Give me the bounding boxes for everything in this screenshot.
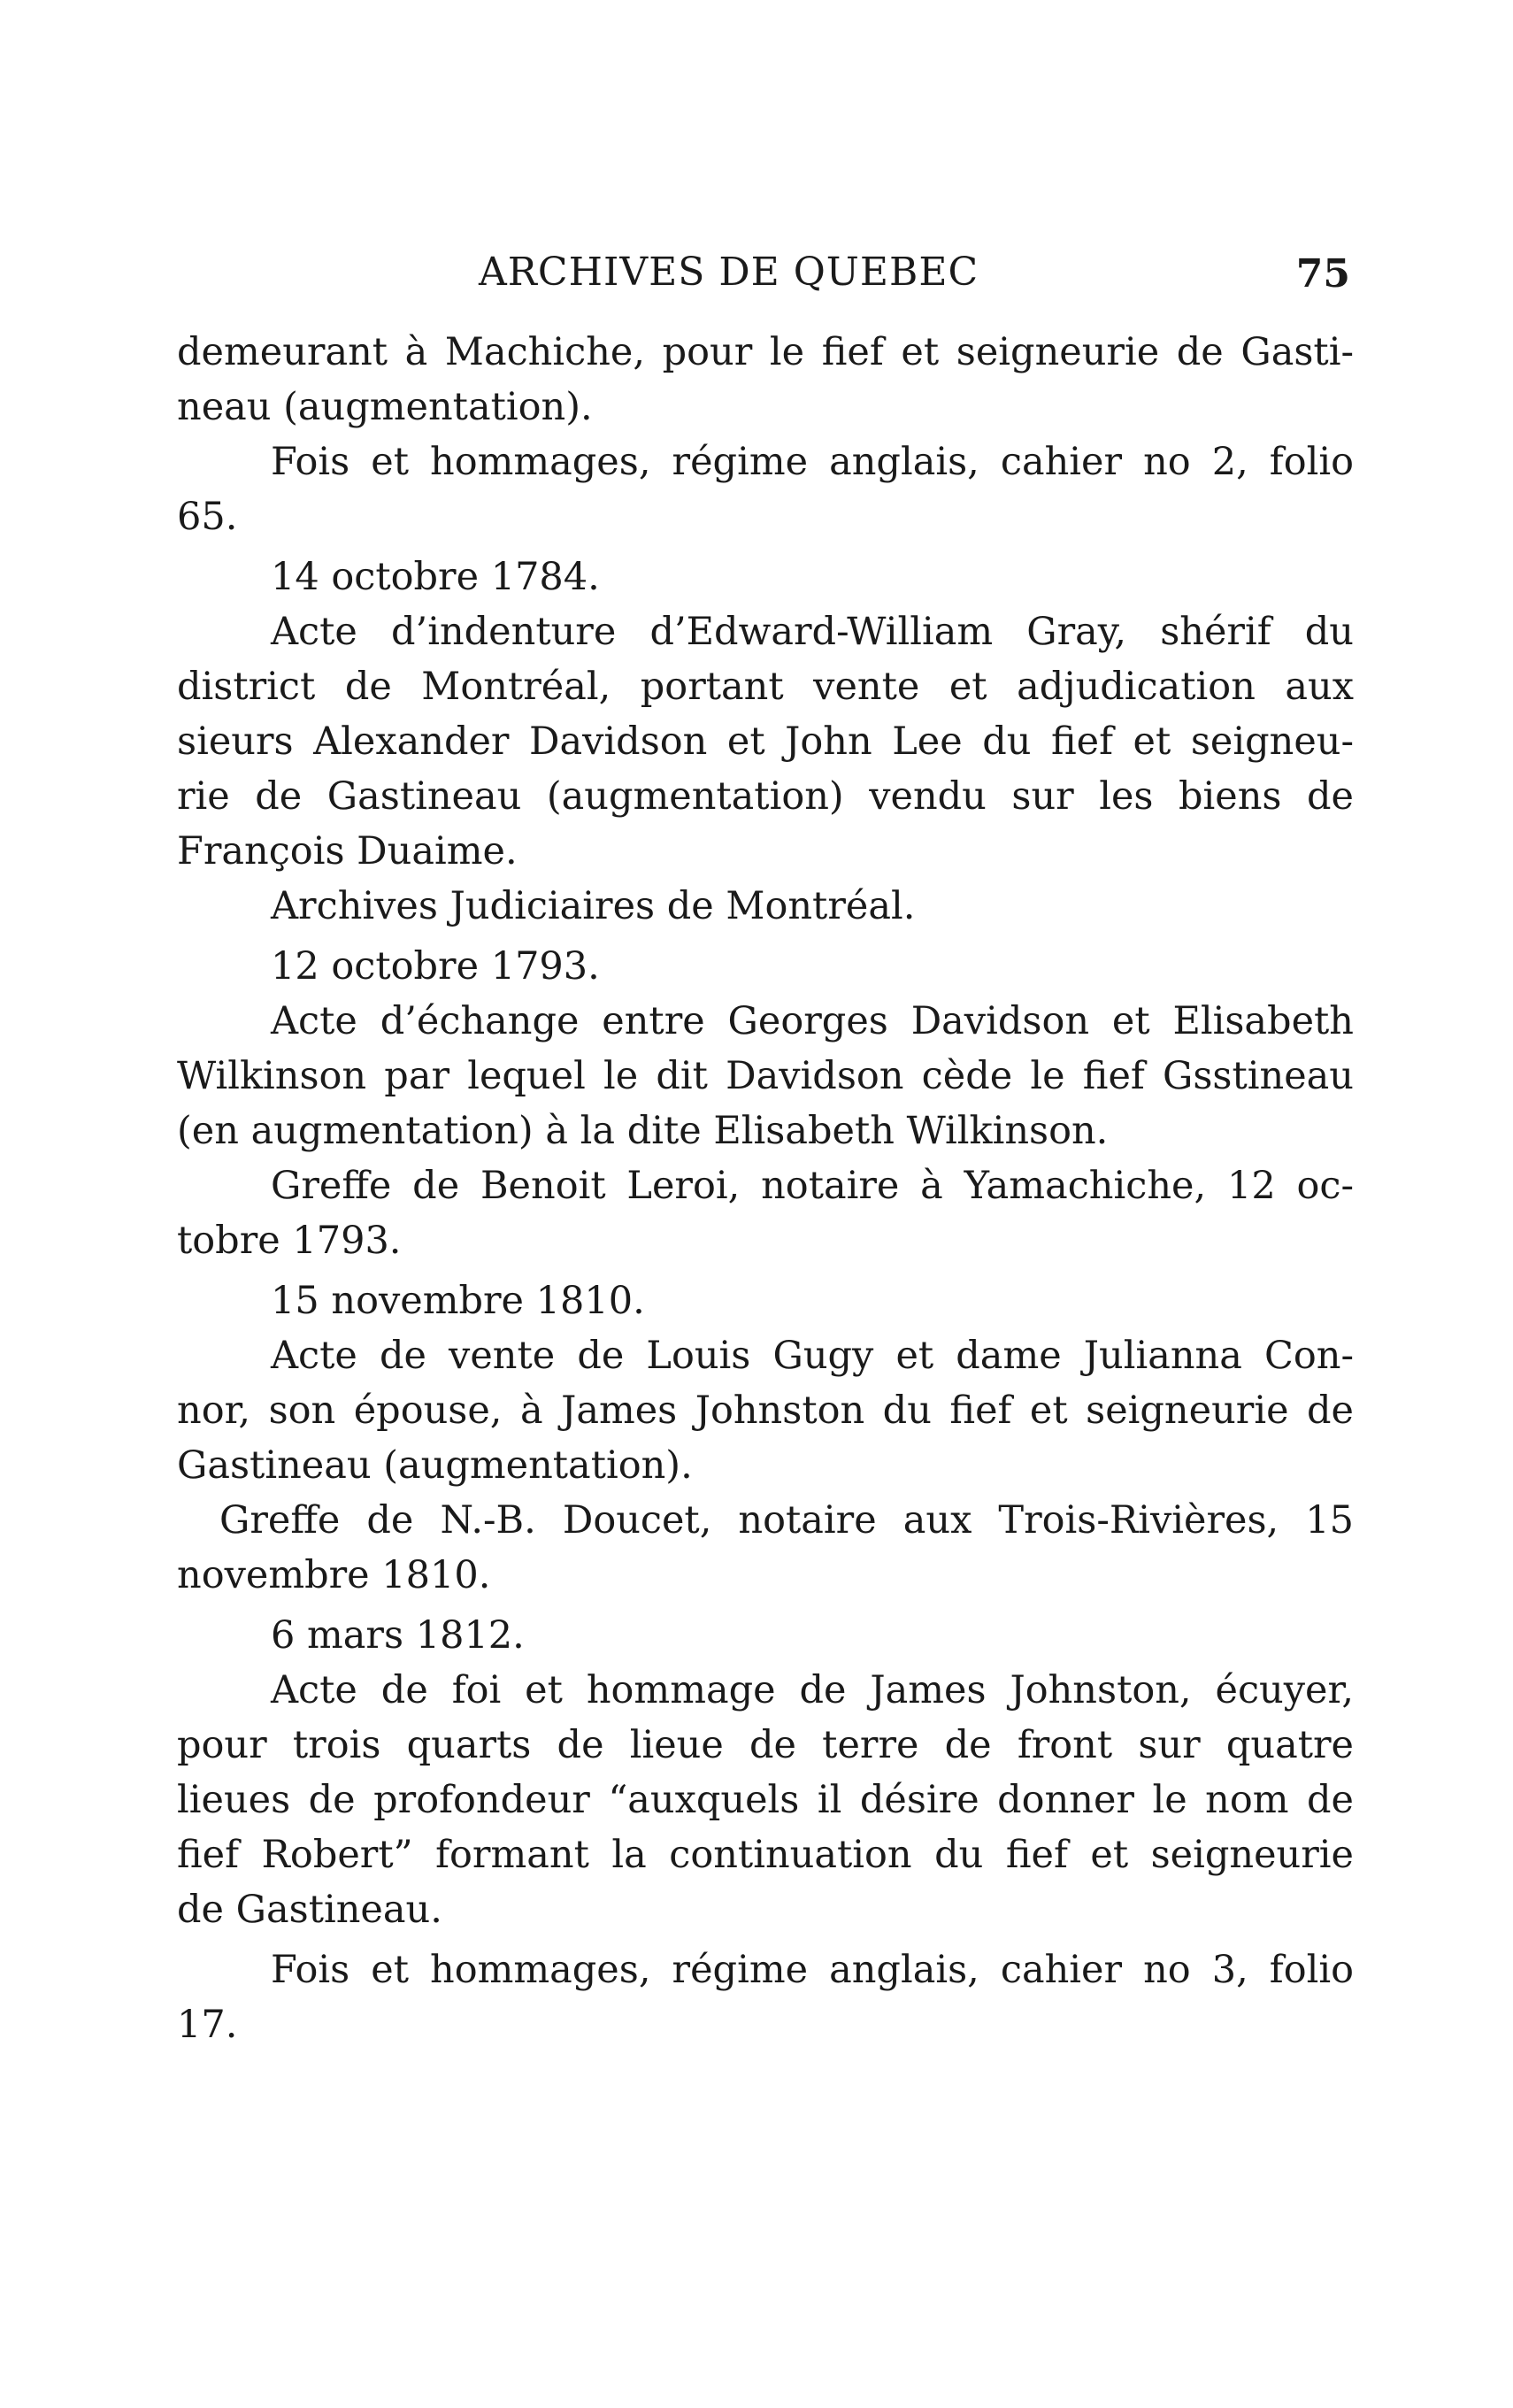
text-line: (en augmentation) à la dite Elisabeth Wilkinson.	[177, 1109, 1109, 1153]
text-line: 65.	[177, 495, 238, 539]
text-line: pour trois quarts de lieue de terre de front sur quatre	[177, 1723, 1354, 1767]
text-line: Greffe de N.-B. Doucet, notaire aux Trois-Rivières, 15	[219, 1498, 1354, 1543]
text-line: tobre 1793.	[177, 1219, 402, 1263]
text-line: fief Robert” formant la continuation du fief et seigneurie	[177, 1833, 1354, 1877]
text-line: rie de Gastineau (augmentation) vendu sur les biens de	[177, 774, 1354, 819]
text-line: Fois et hommages, régime anglais, cahier no 3, folio	[271, 1948, 1354, 1992]
text-line: novembre 1810.	[177, 1553, 491, 1597]
text-line: nor, son épouse, à James Johnston du fief et seigneurie de	[177, 1389, 1354, 1433]
running-title: ARCHIVES DE QUEBEC	[479, 250, 979, 295]
text-line: François Duaime.	[177, 829, 518, 873]
page-number: 75	[1295, 251, 1350, 296]
text-line: lieues de profondeur “auxquels il désire donner le nom de	[177, 1778, 1354, 1822]
entry-date: 12 octobre 1793.	[271, 944, 600, 989]
text-line: Archives Judiciaires de Montréal.	[271, 884, 916, 928]
text-line: Greffe de Benoit Leroi, notaire à Yamachiche, 12 oc-	[271, 1164, 1354, 1208]
text-line: Acte d’échange entre Georges Davidson et Elisabeth	[271, 999, 1354, 1043]
text-line: Wilkinson par lequel le dit Davidson cède le fief Gsstineau	[177, 1054, 1354, 1098]
entry-date: 6 mars 1812.	[271, 1613, 525, 1658]
text-line: Acte de vente de Louis Gugy et dame Julianna Con-	[271, 1334, 1354, 1378]
text-line: Acte de foi et hommage de James Johnston, écuyer,	[271, 1668, 1354, 1712]
entry-date: 15 novembre 1810.	[271, 1279, 645, 1323]
entry-date: 14 octobre 1784.	[271, 555, 600, 599]
text-line: 17.	[177, 2003, 238, 2047]
text-line: demeurant à Machiche, pour le fief et seigneurie de Gasti-	[177, 330, 1354, 374]
text-line: neau (augmentation).	[177, 385, 593, 429]
text-line: sieurs Alexander Davidson et John Lee du fief et seigneu-	[177, 719, 1354, 764]
text-line: Acte d’indenture d’Edward-William Gray, shérif du	[271, 610, 1354, 654]
text-line: Gastineau (augmentation).	[177, 1443, 693, 1488]
text-line: district de Montréal, portant vente et adjudication aux	[177, 665, 1354, 709]
text-line: Fois et hommages, régime anglais, cahier no 2, folio	[271, 440, 1354, 484]
running-header	[173, 250, 1350, 303]
text-line: de Gastineau.	[177, 1888, 442, 1932]
